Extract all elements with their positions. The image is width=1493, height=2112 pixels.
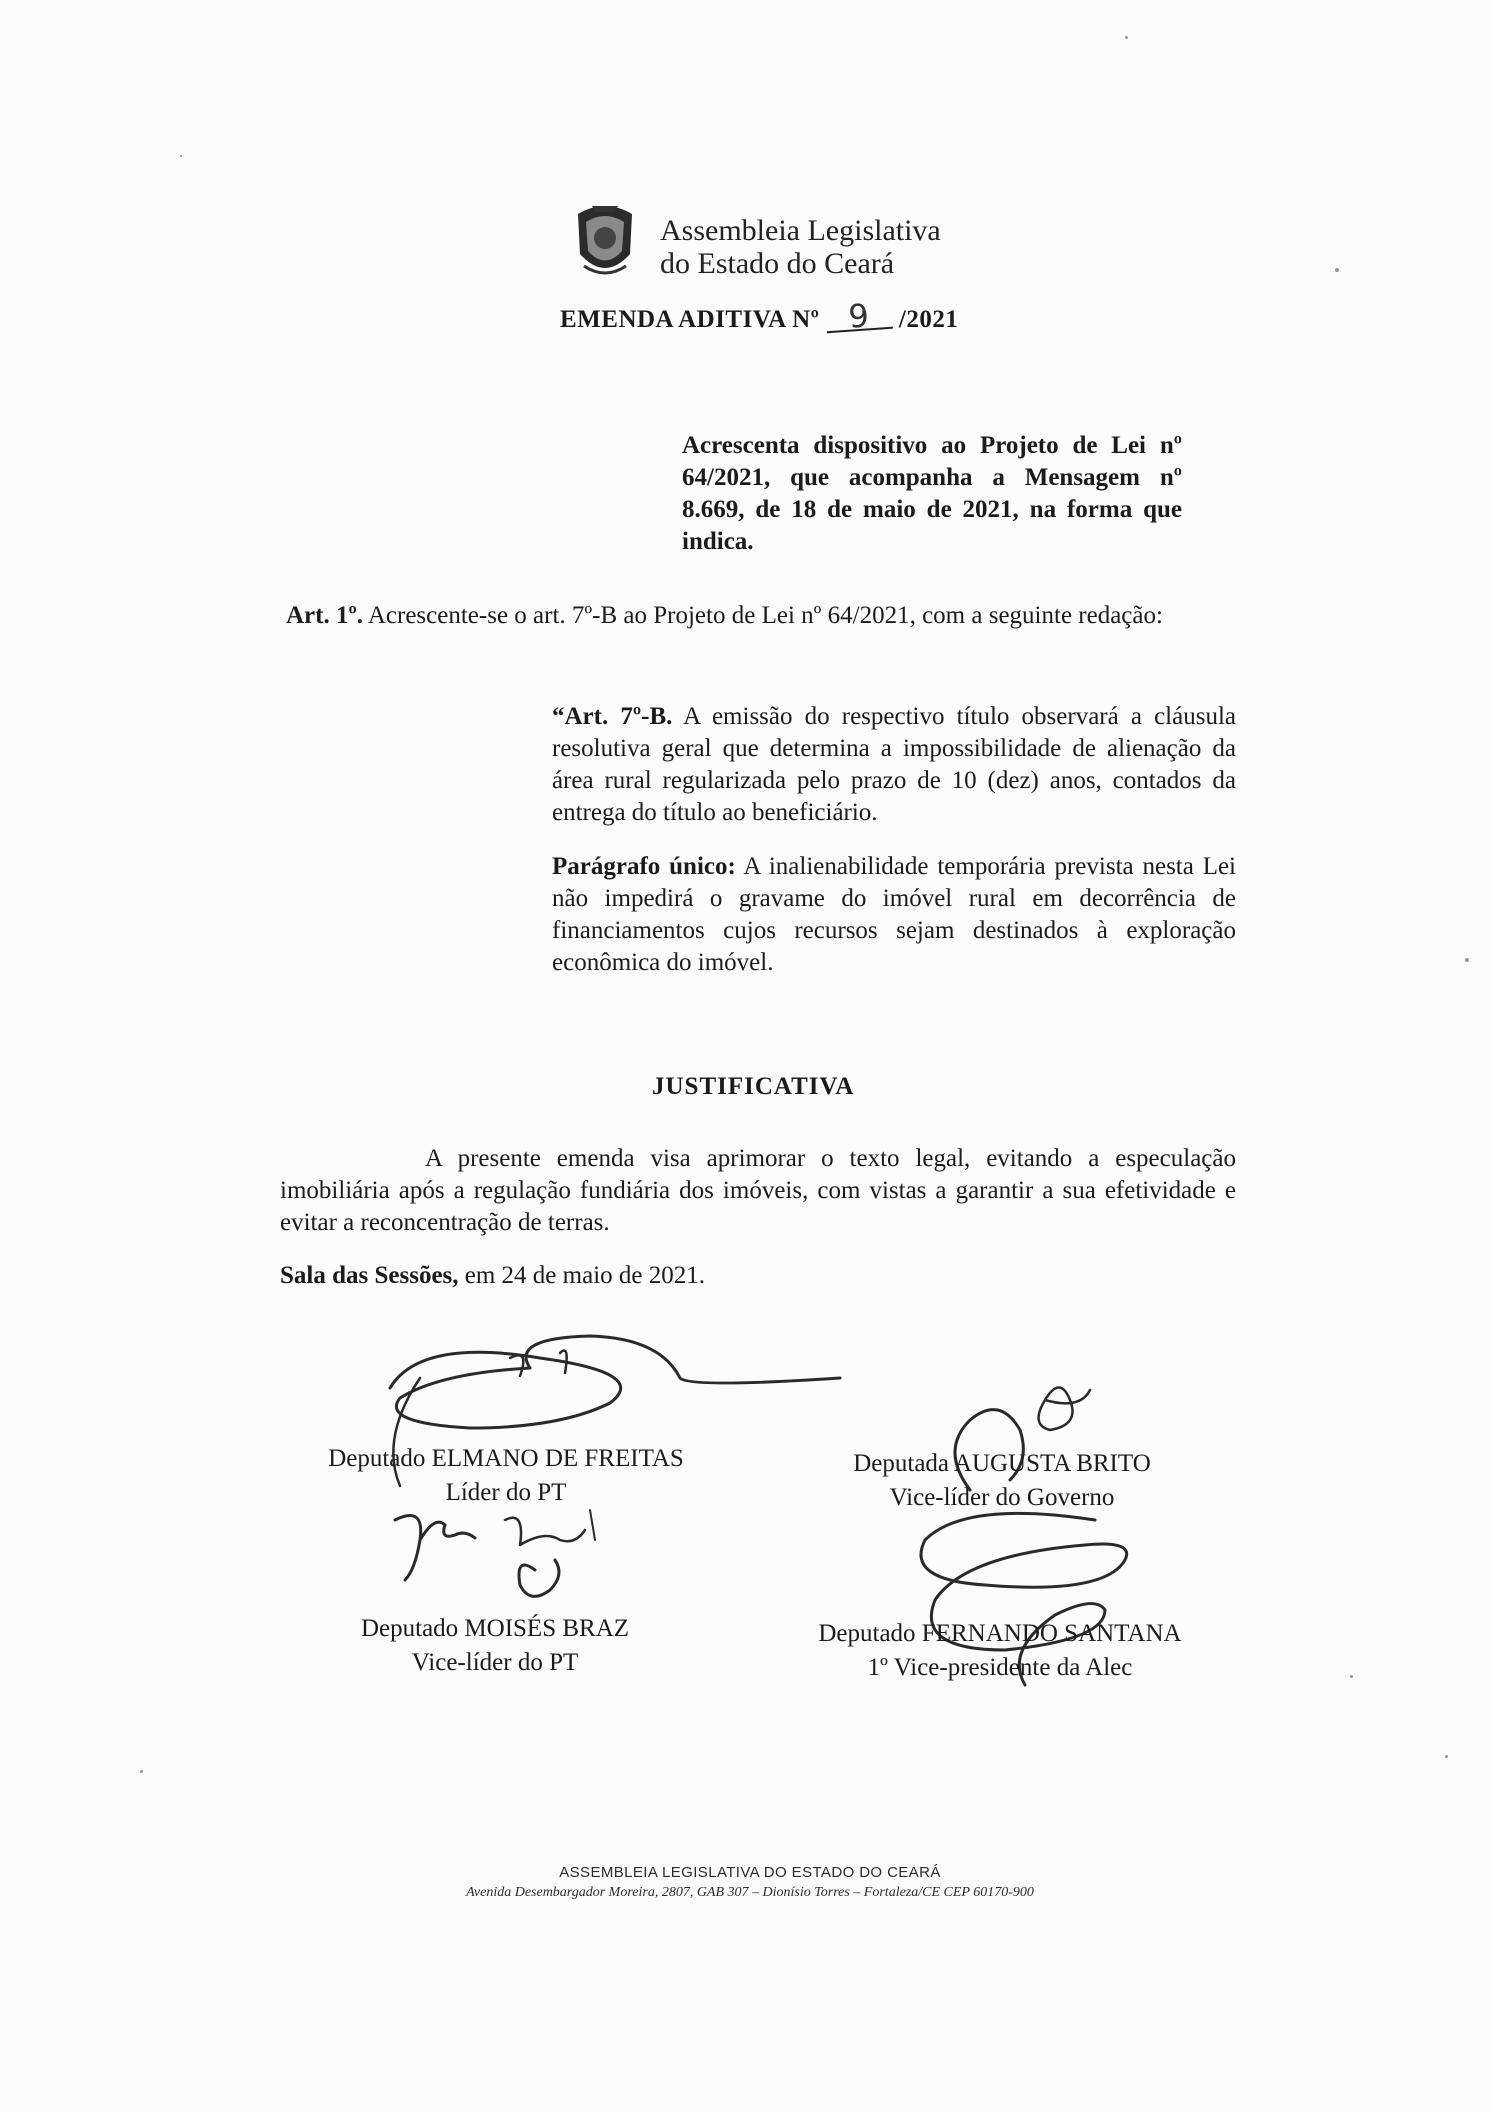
ementa: Acrescenta dispositivo ao Projeto de Lei nº 64/2021, que acompanha a Mensagem nº 8.669, de 18 de maio de 2021, na forma que indica. — [682, 432, 1182, 555]
paragrafo-unico — [552, 851, 1236, 979]
institution-name — [660, 214, 941, 280]
paragrafo-unico-text: A inalienabilidade temporária prevista nesta Lei não impedirá o gravame do imóvel rural em decorrência de financiamentos cujos recursos sejam destinados à exploração econômica do imóvel. — [552, 853, 1237, 976]
closing-place: Sala das Sessões, — [280, 1262, 459, 1289]
signer-role: Vice-líder do Governo — [889, 1484, 1115, 1511]
amendment-year: /2021 — [898, 306, 959, 333]
article-7b — [552, 701, 1236, 829]
article-1-label: Art. 1º. — [286, 602, 363, 629]
justificativa-text: A presente emenda visa aprimorar o texto legal, evitando a especulação imobiliária após a regulação fundiária dos imóveis, com vistas a garantir a sua efetividade e evitar a reconcentração de terras. — [280, 1145, 1236, 1236]
paragrafo-unico-label: Parágrafo único: — [552, 853, 736, 880]
signer-role: Vice-líder do PT — [411, 1649, 579, 1676]
signature-block-2 — [812, 1447, 1192, 1515]
closing-date-text: em 24 de maio de 2021. — [464, 1262, 705, 1289]
closing-date — [280, 1262, 705, 1290]
article-7b-text: A emissão do respectivo título observará a cláusula resolutiva geral que determina a impossibilidade de alienação da área rural regularizada pelo prazo de 10 (dez) anos, contados da entrega do título ao beneficiário. — [552, 703, 1236, 826]
signature-block-3 — [300, 1612, 690, 1680]
footer-organization: ASSEMBLEIA LEGISLATIVA DO ESTADO DO CEARÁ — [559, 1864, 941, 1881]
footer-address: Avenida Desembargador Moreira, 2807, GAB 307 – Dionísio Torres – Fortaleza/CE CEP 60170-900 — [466, 1885, 1034, 1900]
article-1-text: Acrescente-se o art. 7º-B ao Projeto de Lei nº 64/2021, com a seguinte redação: — [367, 602, 1163, 629]
article-7b-label: “Art. 7º-B. — [552, 703, 673, 730]
institution-line-1: Assembleia Legislativa — [660, 214, 941, 247]
signer-name: Deputado MOISÉS BRAZ — [360, 1615, 630, 1642]
footer — [300, 1863, 1200, 1903]
signature-block-1 — [296, 1442, 716, 1510]
amendment-title — [560, 296, 959, 336]
article-1 — [286, 600, 1246, 632]
signer-role: 1º Vice-presidente da Alec — [867, 1654, 1133, 1681]
amendment-number: 9 — [825, 301, 893, 334]
coat-of-arms-icon — [570, 196, 640, 284]
signature-block-4 — [790, 1617, 1210, 1685]
institution-line-2: do Estado do Ceará — [660, 247, 895, 280]
signer-name: Deputado FERNANDO SANTANA — [818, 1620, 1182, 1647]
justificativa-title: JUSTIFICATIVA — [652, 1073, 855, 1100]
signer-name: Deputado ELMANO DE FREITAS — [328, 1445, 684, 1472]
amendment-prefix: EMENDA ADITIVA Nº — [560, 306, 820, 333]
signature-moises — [385, 1500, 625, 1610]
signer-role: Líder do PT — [445, 1479, 567, 1506]
signer-name: Deputada AUGUSTA BRITO — [853, 1450, 1151, 1477]
